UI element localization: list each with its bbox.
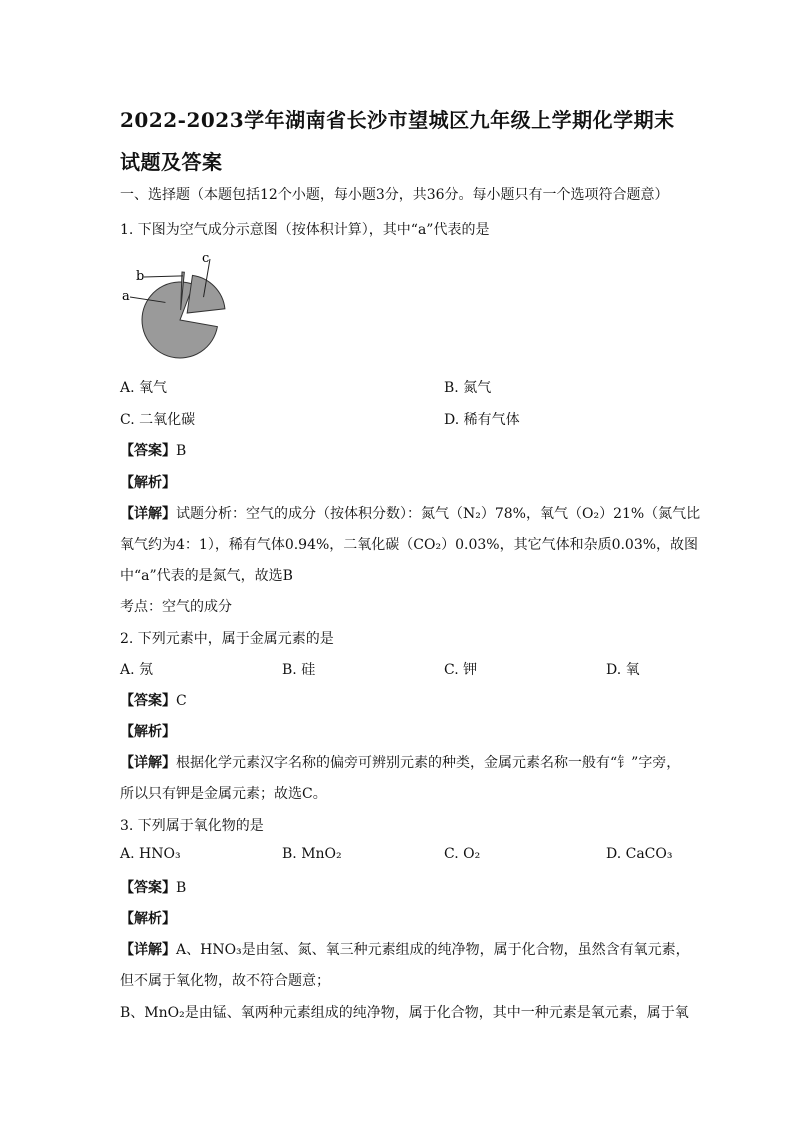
q3-option-b: B. MnO₂ <box>282 846 342 862</box>
q1-detail-line2: 氧气约为4：1），稀有气体0.94%，二氧化碳（CO₂）0.03%，其它气体和杂质0.03%，故图 <box>120 537 699 553</box>
q3-detail-line1 <box>120 939 690 959</box>
q2-detail-line2: 所以只有钾是金属元素；故选C。 <box>120 786 327 802</box>
q1-option-c: C. 二氧化碳 <box>120 412 196 428</box>
q1-kaodian: 考点：空气的成分 <box>120 599 232 615</box>
q3-option-d: D. CaCO₃ <box>606 846 673 862</box>
air-composition-pie-chart <box>118 248 238 366</box>
q2-detail-line1 <box>120 752 680 772</box>
q3-option-c: C. O₂ <box>444 846 481 862</box>
q2-option-c: C. 钾 <box>444 662 478 678</box>
pie-slices <box>142 272 225 358</box>
detail-tag: 【详解】 <box>120 506 176 522</box>
leader-line-b <box>144 276 183 277</box>
q2-stem: 2. 下列元素中，属于金属元素的是 <box>120 631 334 647</box>
q3-analysis-tag: 【解析】 <box>120 911 176 927</box>
doc-title-line2: 试题及答案 <box>120 150 223 174</box>
q1-option-b: B. 氮气 <box>444 380 492 396</box>
q2-option-a: A. 氖 <box>120 662 154 678</box>
q2-option-b: B. 硅 <box>282 662 316 678</box>
detail-tag: 【详解】 <box>120 942 176 958</box>
section-heading: 一、选择题（本题包括12个小题，每小题3分，共36分。每小题只有一个选项符合题意） <box>120 187 669 203</box>
answer-value: B <box>176 443 187 459</box>
answer-tag: 【答案】 <box>120 443 176 459</box>
q2-analysis-tag: 【解析】 <box>120 724 176 740</box>
q2-option-d: D. 氧 <box>606 662 640 678</box>
q1-answer <box>120 440 186 460</box>
doc-title-line1: 2022-2023学年湖南省长沙市望城区九年级上学期化学期末 <box>120 108 675 132</box>
q3-answer <box>120 877 186 897</box>
q3-detail-line3: B、MnO₂是由锰、氧两种元素组成的纯净物，属于化合物，其中一种元素是氧元素，属于氧 <box>120 1005 689 1021</box>
q1-detail-line3: 中“a”代表的是氮气，故选B <box>120 568 293 584</box>
q3-detail-line2: 但不属于氧化物，故不符合题意； <box>120 973 330 989</box>
detail-text: A、HNO₃是由氢、氮、氧三种元素组成的纯净物，属于化合物，虽然含有氧元素， <box>176 942 690 958</box>
pie-label-c: c <box>202 251 210 266</box>
detail-tag: 【详解】 <box>120 755 176 771</box>
detail-text: 根据化学元素汉字名称的偏旁可辨别元素的种类，金属元素名称一般有“钅”字旁， <box>176 755 681 771</box>
q3-stem: 3. 下列属于氧化物的是 <box>120 818 264 834</box>
q3-option-a: A. HNO₃ <box>120 846 181 862</box>
answer-tag: 【答案】 <box>120 693 176 709</box>
q1-stem: 1. 下图为空气成分示意图（按体积计算），其中“a”代表的是 <box>120 222 490 238</box>
pie-label-b: b <box>136 269 145 284</box>
answer-value: B <box>176 880 187 896</box>
detail-text: 试题分析：空气的成分（按体积分数）：氮气（N₂）78%，氧气（O₂）21%（氮气比 <box>176 506 701 522</box>
q2-answer <box>120 690 187 710</box>
q1-option-a: A. 氧气 <box>120 380 168 396</box>
answer-tag: 【答案】 <box>120 880 176 896</box>
answer-value: C <box>176 693 187 709</box>
pie-label-a: a <box>122 289 130 304</box>
q1-option-d: D. 稀有气体 <box>444 412 520 428</box>
q1-detail-line1 <box>120 503 700 523</box>
q1-analysis-tag: 【解析】 <box>120 475 176 491</box>
